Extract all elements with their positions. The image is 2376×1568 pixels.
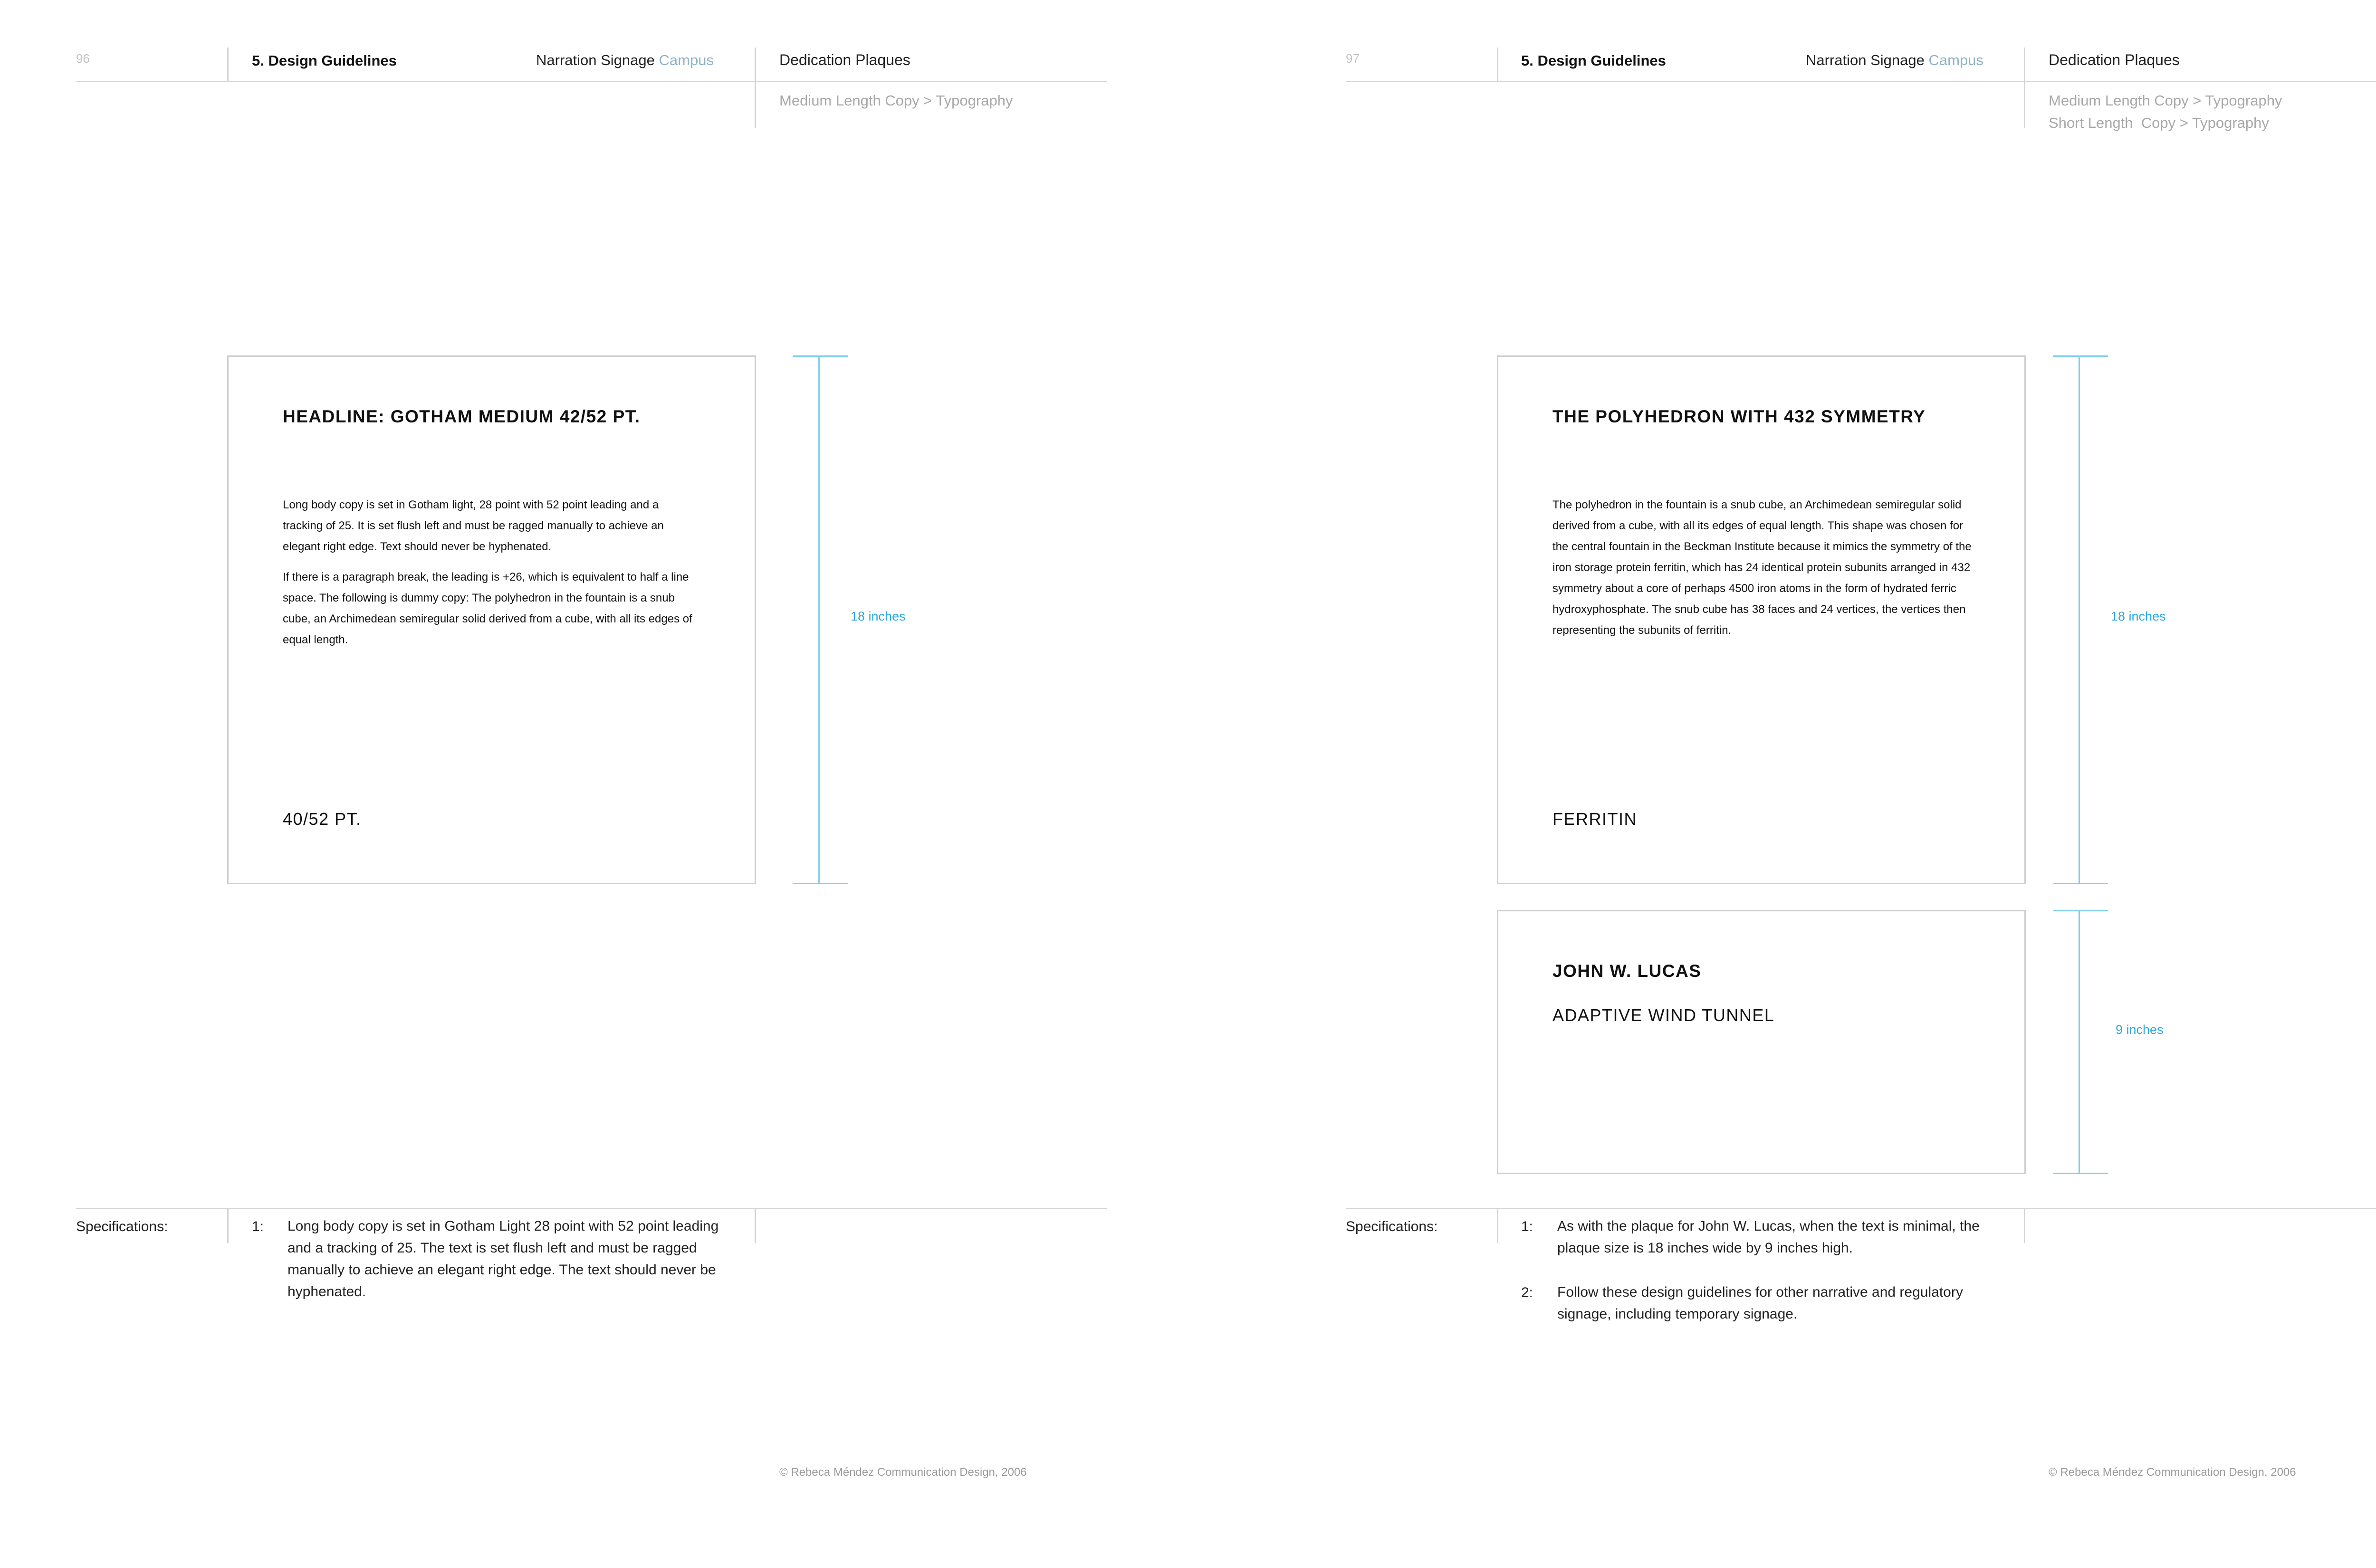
page-number: 96 xyxy=(76,51,90,66)
plaque-preview xyxy=(227,355,756,884)
specification-number: 1: xyxy=(252,1219,264,1234)
dimension-tick-bottom xyxy=(2053,1173,2108,1174)
specification-number: 1: xyxy=(1521,1219,1533,1234)
subtitle: Short Length Copy > Typography xyxy=(2049,115,2269,131)
plaque-caption: 40/52 PT. xyxy=(283,809,362,829)
section-title: 5. Design Guidelines xyxy=(1521,52,1666,69)
chapter-title: Dedication Plaques xyxy=(2049,51,2180,68)
dimension-line xyxy=(2079,355,2080,884)
dimension-label: 9 inches xyxy=(2116,1023,2164,1037)
dimension-tick-bottom xyxy=(793,883,848,884)
subtitle: Medium Length Copy > Typography xyxy=(779,92,1013,109)
specifications-divider xyxy=(1497,1208,1498,1243)
nav-accent: Campus xyxy=(1928,52,1983,68)
nav-primary: Narration Signage xyxy=(1806,52,1925,68)
specifications-rule xyxy=(1346,1208,2376,1209)
header-divider xyxy=(1497,48,1498,81)
plaque-preview-large xyxy=(1497,355,2026,884)
plaque-paragraph: Long body copy is set in Gotham light, 28 point with 52 point leading and a tracking of 25. It is set flush left and must be ragged manually to achieve an elegant right edge. Text should never be hyphenated. xyxy=(283,498,664,553)
dimension-tick-bottom xyxy=(2053,883,2108,884)
subtitle-list xyxy=(2049,89,2282,134)
specification-number: 2: xyxy=(1521,1285,1533,1300)
plaque-headline: THE POLYHEDRON WITH 432 SYMMETRY xyxy=(1552,407,1926,426)
plaque-paragraph: If there is a paragraph break, the leading is +26, which is equivalent to half a line space. The following is dummy copy: The polyhedron in the fountain is a snub cube, an Archimedean semiregular solid derived from a cube, with all its edges of equal length. xyxy=(283,571,692,646)
header-divider xyxy=(755,48,756,128)
subtitle: Medium Length Copy > Typography xyxy=(2049,92,2282,109)
page-number: 97 xyxy=(1346,51,1360,66)
dimension-tick-top xyxy=(2053,910,2108,911)
plaque-preview-small xyxy=(1497,910,2026,1174)
header-divider xyxy=(2024,48,2025,128)
section-title: 5. Design Guidelines xyxy=(252,52,397,69)
plaque-body xyxy=(283,495,701,660)
dimension-line xyxy=(818,355,820,884)
dimension-tick-top xyxy=(2053,355,2108,357)
dimension-tick-top xyxy=(793,355,848,357)
plaque-headline: HEADLINE: GOTHAM MEDIUM 42/52 PT. xyxy=(283,407,641,426)
specification-text: As with the plaque for John W. Lucas, when the text is minimal, the plaque size is 18 inches wide by 9 inches high. xyxy=(1557,1218,1980,1256)
chapter-title: Dedication Plaques xyxy=(779,51,910,68)
plaque-caption: FERRITIN xyxy=(1552,809,1637,829)
specifications-divider xyxy=(755,1208,756,1243)
specification-text: Long body copy is set in Gotham Light 28 point with 52 point leading and a tracking of 25. The text is set flush left and must be ragged manually to achieve an elegant right edge. The text should never be hyphenated. xyxy=(287,1218,719,1300)
breadcrumb xyxy=(536,52,714,69)
plaque-caption: ADAPTIVE WIND TUNNEL xyxy=(1552,1005,1775,1025)
header-divider xyxy=(227,48,229,81)
dimension-line xyxy=(2079,910,2080,1174)
specifications-divider xyxy=(227,1208,229,1243)
nav-accent: Campus xyxy=(659,52,714,68)
header-rule xyxy=(1346,81,2376,82)
copyright-footer: © Rebeca Méndez Communication Design, 2006 xyxy=(779,1466,1027,1479)
breadcrumb xyxy=(1806,52,1983,69)
header-rule xyxy=(76,81,1107,82)
plaque-headline: JOHN W. LUCAS xyxy=(1552,961,1702,981)
plaque-body xyxy=(1552,495,1980,650)
nav-primary: Narration Signage xyxy=(536,52,655,68)
specification-text: Follow these design guidelines for other narrative and regulatory signage, including temporary signage. xyxy=(1557,1284,1963,1322)
specifications-rule xyxy=(76,1208,1107,1209)
specifications-label: Specifications: xyxy=(76,1219,168,1234)
dimension-label: 18 inches xyxy=(2111,609,2166,623)
dimension-label: 18 inches xyxy=(851,609,906,623)
plaque-paragraph: The polyhedron in the fountain is a snub cube, an Archimedean semiregular solid derived from a cube, with all its edges of equal length. This shape was chosen for the central fountain in the Beckman Institute because it mimics the symmetry of the iron storage protein ferritin, which has 24 identical protein subunits arranged in 432 symmetry about a core of perhaps 4500 iron atoms in the form of hydrated ferric hydroxyphosphate. The snub cube has 38 faces and 24 vertices, the vertices then representing the subunits of ferritin. xyxy=(1552,498,1972,637)
specifications-divider xyxy=(2024,1208,2025,1243)
copyright-footer: © Rebeca Méndez Communication Design, 2006 xyxy=(2049,1466,2296,1479)
specifications-label: Specifications: xyxy=(1346,1219,1438,1234)
